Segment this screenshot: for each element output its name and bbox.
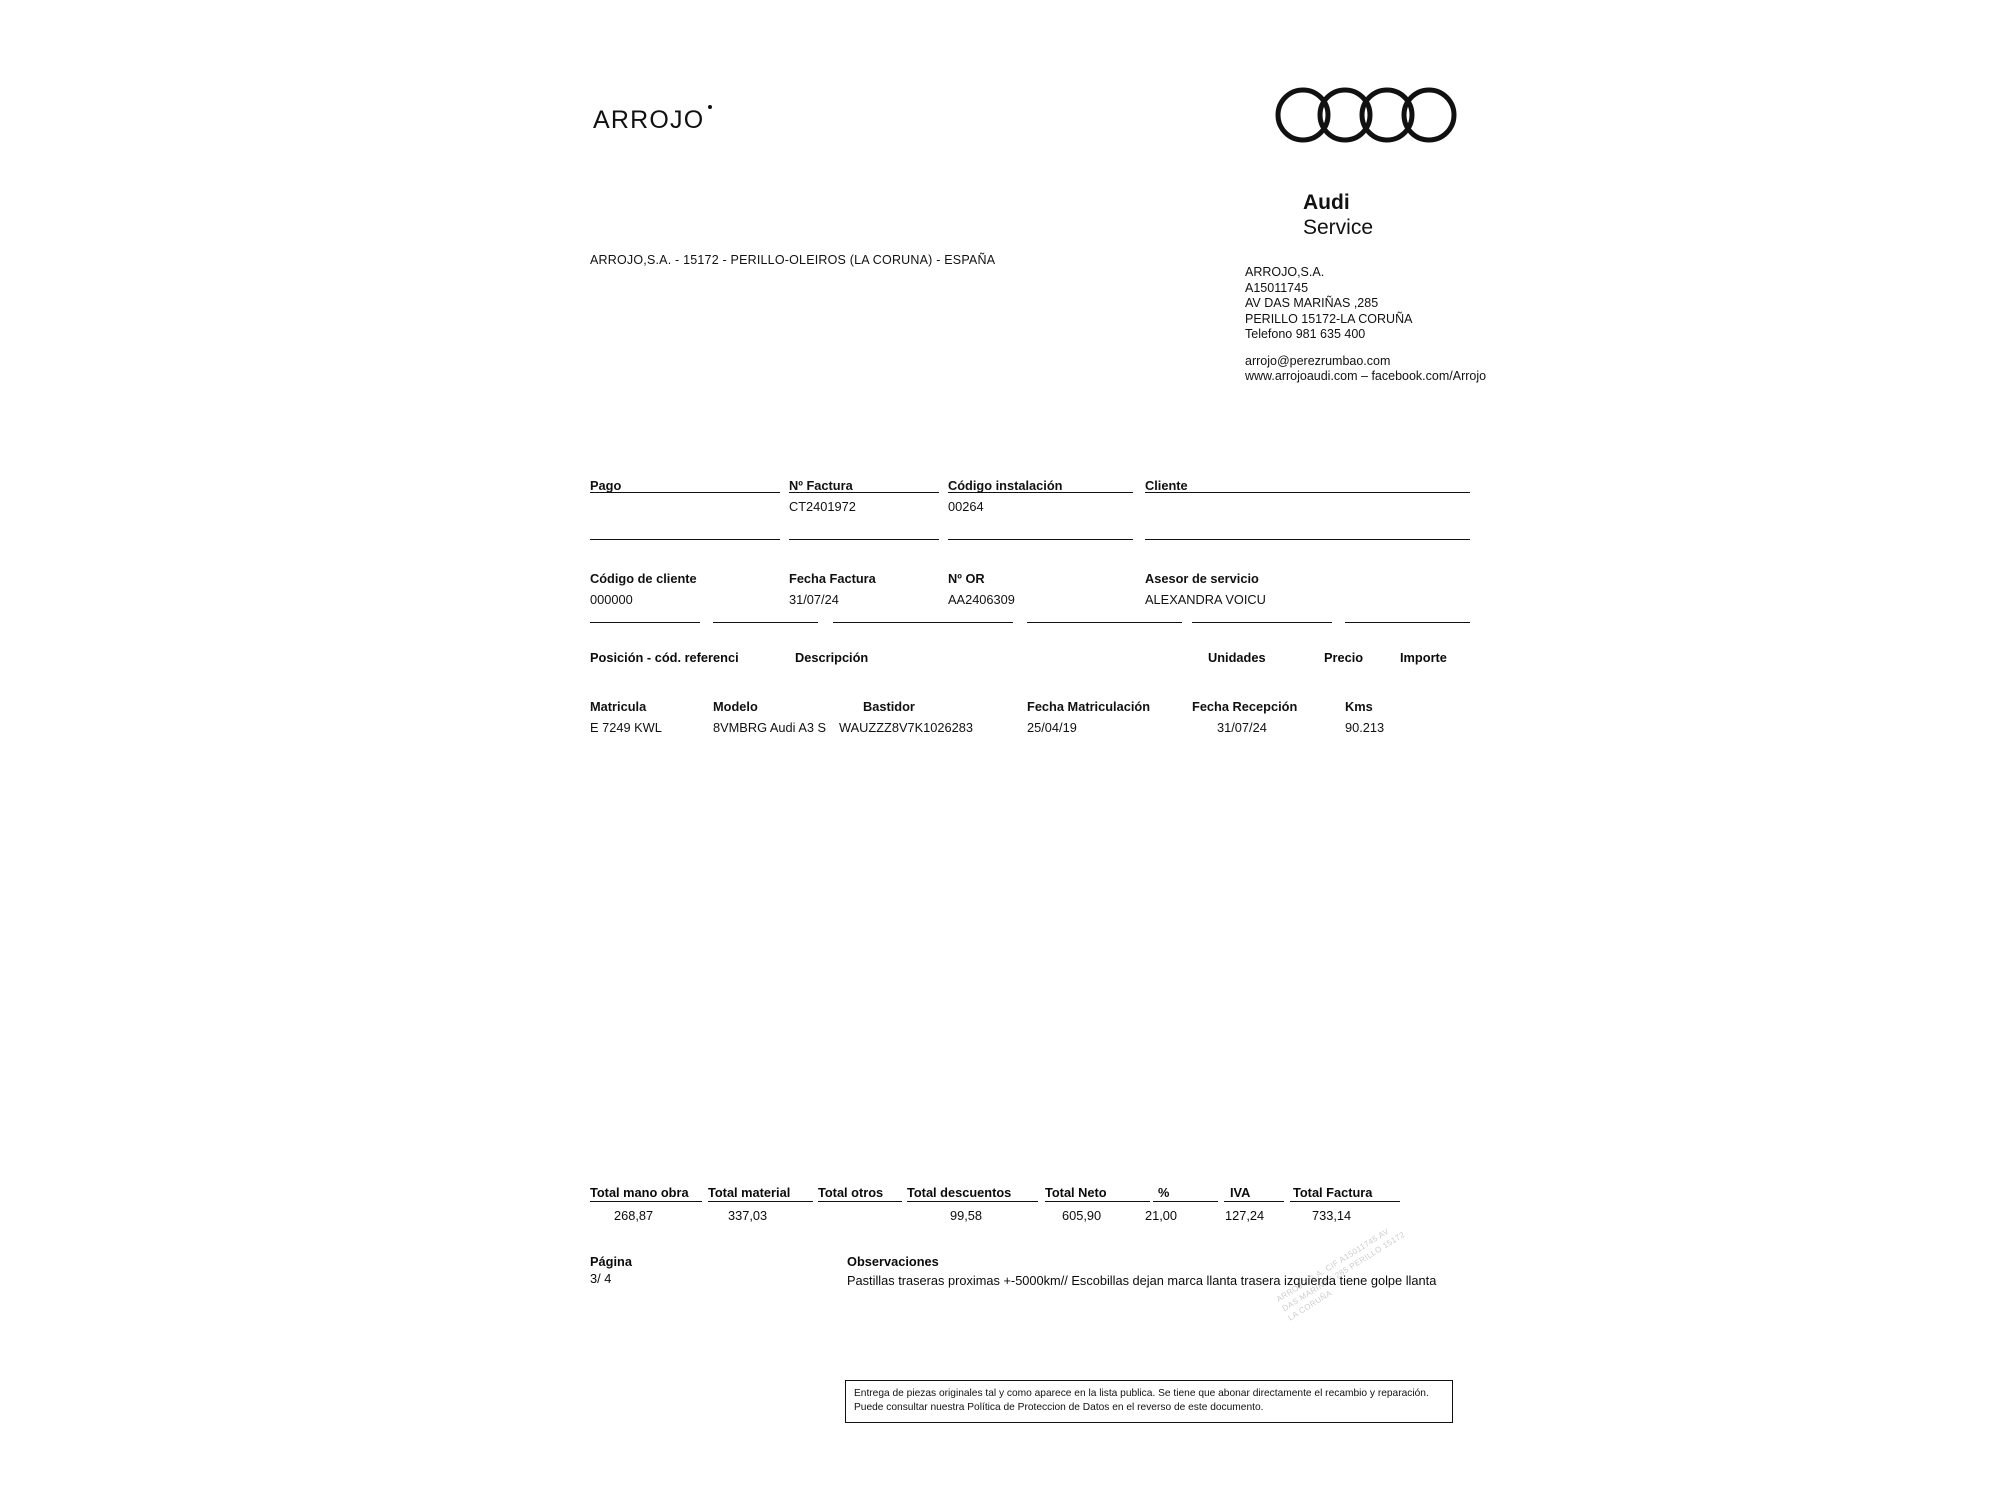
total-material-label: Total material <box>708 1185 791 1200</box>
total-vat-label: IVA <box>1230 1185 1251 1200</box>
totals-rule <box>590 1201 702 1202</box>
dealer-city: PERILLO 15172-LA CORUÑA <box>1245 311 1413 326</box>
field-label: Fecha Recepción <box>1192 699 1298 714</box>
field-label: Modelo <box>713 699 758 714</box>
totals-rule <box>1045 1201 1150 1202</box>
field-value <box>590 495 621 499</box>
field-label: Kms <box>1345 699 1373 714</box>
audi-subtitle: Service <box>1303 216 1374 239</box>
field-value: WAUZZZ8V7K1026283 <box>839 720 973 735</box>
audi-service-title <box>1303 190 1373 240</box>
observations-label: Observaciones <box>847 1254 939 1269</box>
field-value: 000000 <box>590 592 633 607</box>
scan-stamp: ARROJO S.A. CIF A15011745 AV DAS MARIÑAS 285 PERILLO 15172 LA CORUÑA <box>1274 1226 1407 1323</box>
field-fecha-matriculacion <box>1027 699 1150 735</box>
field-fecha-recepcion <box>1192 699 1297 735</box>
total-discounts-label: Total descuentos <box>907 1185 1012 1200</box>
page-indicator <box>590 1254 632 1286</box>
column-position: Posición - cód. referenci <box>590 650 739 665</box>
field-value: 90.213 <box>1345 720 1385 735</box>
field-label: Código instalación <box>948 478 1063 493</box>
page-label: Página <box>590 1254 632 1269</box>
field-value: 25/04/19 <box>1027 720 1077 735</box>
field-codigo-instalacion <box>948 478 1062 514</box>
field-label: Fecha Factura <box>789 571 876 586</box>
field-pago <box>590 478 621 499</box>
field-cliente <box>1145 478 1188 499</box>
column-units: Unidades <box>1208 650 1266 665</box>
field-matricula <box>590 699 662 735</box>
field-rule <box>1192 622 1332 623</box>
dealer-email: arrojo@perezrumbao.com <box>1245 353 1391 368</box>
field-value: CT2401972 <box>789 499 856 514</box>
field-rule <box>833 622 1013 623</box>
field-kms <box>1345 699 1384 735</box>
field-label: Asesor de servicio <box>1145 571 1259 586</box>
total-discounts-value: 99,58 <box>950 1208 983 1223</box>
field-value: 31/07/24 <box>1217 720 1267 735</box>
field-value: 8VMBRG Audi A3 S <box>713 720 827 735</box>
dealer-cif: A15011745 <box>1245 280 1309 295</box>
field-numero-factura <box>789 478 856 514</box>
field-value: AA2406309 <box>948 592 1015 607</box>
field-rule <box>713 622 818 623</box>
column-description: Descripción <box>795 650 869 665</box>
dealer-address-block <box>1245 265 1486 385</box>
observations-block <box>847 1254 1487 1289</box>
column-amount: Importe <box>1400 650 1447 665</box>
field-value: 31/07/24 <box>789 592 839 607</box>
totals-rule <box>708 1201 813 1202</box>
total-net-label: Total Neto <box>1045 1185 1107 1200</box>
audi-title: Audi <box>1303 191 1350 214</box>
field-label: Cliente <box>1145 478 1188 493</box>
total-invoice-label: Total Factura <box>1293 1185 1373 1200</box>
total-net-value: 605,90 <box>1062 1208 1102 1223</box>
field-bastidor <box>839 699 973 735</box>
field-value <box>1145 495 1188 499</box>
totals-rule <box>818 1201 902 1202</box>
legal-notice: Entrega de piezas originales tal y como aparece en la lista publica. Se tiene que abonar directamente el recambio y reparación. Puede consultar nuestra Política de Proteccion de Datos en el reverso de este documento. <box>845 1380 1453 1423</box>
field-label: Pago <box>590 478 622 493</box>
total-labor-value: 268,87 <box>614 1208 654 1223</box>
field-value: ALEXANDRA VOICU <box>1145 592 1266 607</box>
field-label: Nº OR <box>948 571 985 586</box>
total-invoice-value: 733,14 <box>1312 1208 1352 1223</box>
total-others-label: Total otros <box>818 1185 884 1200</box>
field-value: E 7249 KWL <box>590 720 662 735</box>
total-material-value: 337,03 <box>728 1208 768 1223</box>
field-label: Nº Factura <box>789 478 853 493</box>
field-value: 00264 <box>948 499 984 514</box>
page-value: 3/ 4 <box>590 1271 612 1286</box>
wordmark-dot <box>708 105 712 109</box>
field-rule <box>1027 622 1182 623</box>
totals-rule <box>1224 1201 1284 1202</box>
total-percent-value: 21,00 <box>1145 1208 1178 1223</box>
dealer-street: AV DAS MARIÑAS ,285 <box>1245 296 1379 310</box>
total-percent-label: % <box>1158 1185 1170 1200</box>
field-label: Bastidor <box>863 699 915 714</box>
field-modelo <box>713 699 826 735</box>
total-labor-label: Total mano obra <box>590 1185 689 1200</box>
audi-rings-icon <box>1275 85 1465 145</box>
field-label: Código de cliente <box>590 571 697 586</box>
dealer-wordmark: ARROJO <box>593 106 705 134</box>
company-address-line: ARROJO,S.A. - 15172 - PERILLO-OLEIROS (LA CORUNA) - ESPAÑA <box>590 253 996 267</box>
dealer-phone: Telefono 981 635 400 <box>1245 327 1366 341</box>
totals-rule <box>1153 1201 1218 1202</box>
total-vat-value: 127,24 <box>1225 1208 1265 1223</box>
column-price: Precio <box>1324 650 1364 665</box>
observations-value: Pastillas traseras proximas +-5000km// Escobillas dejan marca llanta trasera izquierda tiene golpe llanta <box>847 1273 1437 1288</box>
field-label: Fecha Matriculación <box>1027 699 1151 714</box>
dealer-name: ARROJO,S.A. <box>1245 265 1325 279</box>
totals-rule <box>1290 1201 1400 1202</box>
field-rule <box>1345 622 1470 623</box>
field-rule <box>590 622 700 623</box>
dealer-web: www.arrojoaudi.com – facebook.com/Arrojo <box>1245 369 1487 383</box>
field-label: Matricula <box>590 699 647 714</box>
totals-rule <box>907 1201 1038 1202</box>
